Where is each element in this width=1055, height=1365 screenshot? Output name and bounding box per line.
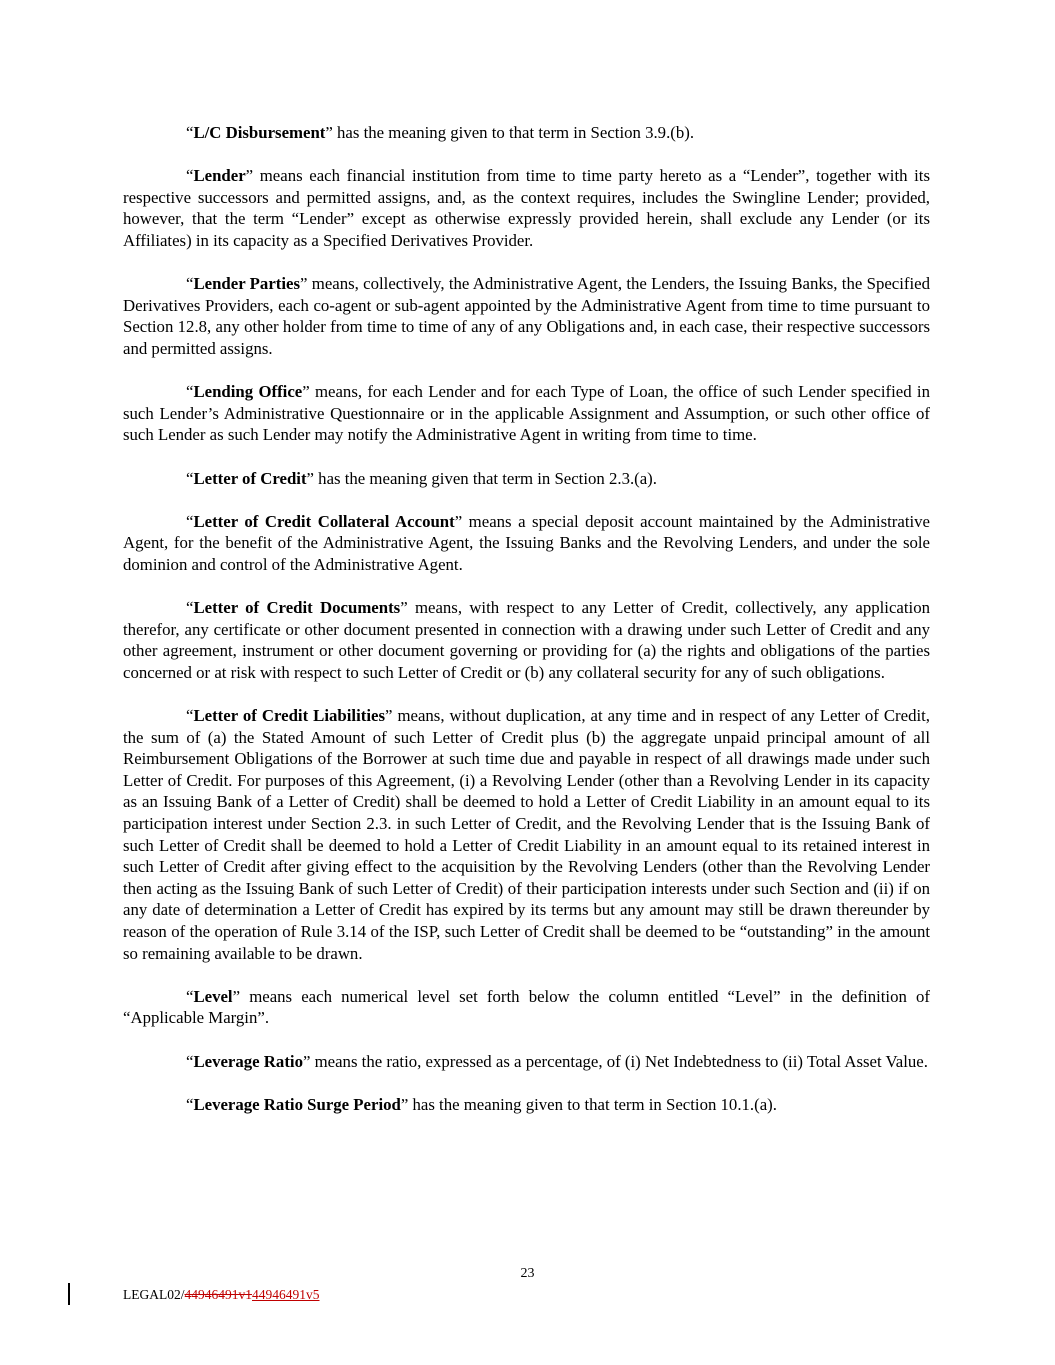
definition-paragraph [123, 381, 930, 446]
defined-term: Lending Office [193, 382, 303, 402]
change-bar [68, 1283, 70, 1305]
open-quote: “ [186, 1051, 194, 1071]
definition-text: ” has the meaning given to that term in Section 3.9.(b). [325, 123, 695, 142]
definition-paragraph [123, 511, 930, 576]
defined-term: Leverage Ratio [193, 1051, 303, 1071]
definition-text: ” means each numerical level set forth below the column entitled “Level” in the definition of “Applicable Margin”. [123, 986, 930, 1028]
defined-term: Lender [193, 166, 246, 186]
open-quote: “ [186, 382, 194, 402]
definition-text: ” means a special deposit account maintained by the Administrative Agent, for the benefit of the Administrative Agent, the Issuing Banks and the Revolving Lenders, and under the sole dominion and control of the Administrative Agent. [123, 511, 930, 574]
defined-term: Level [193, 986, 233, 1006]
definition-paragraph [123, 986, 930, 1029]
definition-text: ” means, without duplication, at any time and in respect of any Letter of Credit, the sum of (a) the Stated Amount of such Letter of Credit plus (b) the aggregate unpaid principal amount of all Reimbursement Obligations of the Borrower at such time due and payable in respect of all drawings made under such Letter of Credit. For purposes of this Agreement, (i) a Revolving Lender (other than a Revolving Lender in its capacity as an Issuing Bank of a Letter of Credit) shall be deemed to hold a Letter of Credit Liability in an amount equal to its participation interest under Section 2.3. in such Letter of Credit, and the Revolving Lender that is the Issuing Bank of such Letter of Credit shall be deemed to hold a Letter of Credit Liability in an amount equal to its retained interest in such Letter of Credit after giving effect to the acquisition by the Revolving Lenders (other than the Revolving Lender then acting as the Issuing Bank of such Letter of Credit) of their participation interests under such Section and (ii) if on any date of determination a Letter of Credit has expired by its terms but any amount may still be drawn thereunder by reason of the operation of Rule 3.14 of the ISP, such Letter of Credit shall be deemed to be “outstanding” in the amount so remaining available to be drawn. [123, 706, 930, 963]
definition-paragraph [123, 165, 930, 251]
definition-paragraph [123, 468, 930, 490]
definition-paragraph [123, 597, 930, 683]
document-id-footer [123, 1287, 320, 1303]
definition-paragraph [123, 705, 930, 964]
defined-term: Letter of Credit Documents [193, 598, 401, 618]
doc-id-inserted-revision: 44946491v5 [252, 1287, 320, 1302]
document-body [123, 122, 930, 1115]
open-quote: “ [186, 598, 194, 618]
page-number: 23 [520, 1266, 535, 1281]
open-quote: “ [186, 468, 194, 488]
open-quote: “ [186, 274, 194, 294]
defined-term: Leverage Ratio Surge Period [193, 1094, 401, 1114]
definition-text: ” means, collectively, the Administrative Agent, the Lenders, the Issuing Banks, the Specified Derivatives Providers, each co-agent or sub-agent appointed by the Administrative Agent from time to time pursuant to Section 12.8, any other holder from time to time of any of any Obligations and, in each case, their respective successors and permitted assigns. [123, 274, 930, 358]
defined-term: Letter of Credit Collateral Account [193, 511, 455, 531]
definition-paragraph [123, 273, 930, 359]
definition-text: ” means the ratio, expressed as a percentage, of (i) Net Indebtedness to (ii) Total Asset Value. [302, 1051, 928, 1071]
definition-text: ” has the meaning given to that term in Section 10.1.(a). [400, 1094, 777, 1114]
defined-term: Lender Parties [193, 274, 300, 294]
definition-text: ” has the meaning given that term in Section 2.3.(a). [306, 468, 657, 488]
definition-text: ” means, for each Lender and for each Type of Loan, the office of such Lender specified in such Lender’s Administrative Questionnaire or in the applicable Assignment and Assumption, or such other office of such Lender as such Lender may notify the Administrative Agent in writing from time to time. [123, 382, 930, 445]
open-quote: “ [186, 511, 194, 531]
defined-term: Letter of Credit Liabilities [193, 706, 385, 726]
open-quote: “ [186, 123, 194, 142]
doc-id-deleted-revision: 44946491v1 [184, 1287, 252, 1302]
open-quote: “ [186, 1094, 194, 1114]
defined-term: L/C Disbursement [193, 123, 326, 142]
doc-id-prefix: LEGAL02/ [123, 1287, 185, 1302]
open-quote: “ [186, 986, 194, 1006]
defined-term: Letter of Credit [193, 468, 307, 488]
definition-paragraph [123, 1094, 930, 1116]
open-quote: “ [186, 166, 194, 186]
definition-text: ” means, with respect to any Letter of Credit, collectively, any application therefor, any certificate or other document presented in connection with a drawing under such Letter of Credit and any other agreement, instrument or other document governing or providing for (a) the rights and obligations of the parties concerned or at risk with respect to such Letter of Credit or (b) any collateral security for any of such obligations. [123, 598, 930, 682]
definition-text: ” means each financial institution from time to time party hereto as a “Lender”, together with its respective successors and permitted assigns, and, as the context requires, includes the Swingline Lender; provided, however, that the term “Lender” except as otherwise expressly provided herein, shall exclude any Lender (or its Affiliates) in its capacity as a Specified Derivatives Provider. [123, 166, 930, 250]
definition-paragraph [123, 122, 930, 144]
definition-paragraph [123, 1051, 930, 1073]
open-quote: “ [186, 706, 194, 726]
